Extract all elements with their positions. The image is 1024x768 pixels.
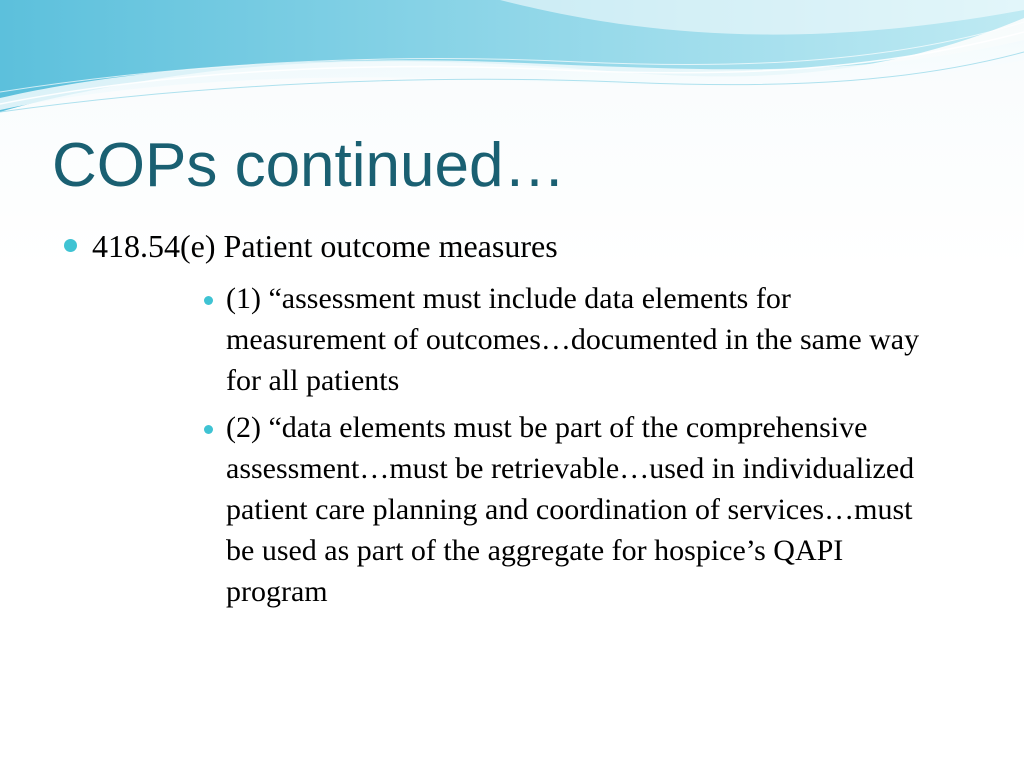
round-bullet-icon: [204, 296, 213, 305]
slide-title: COPs continued…: [52, 131, 566, 200]
round-bullet-icon: [64, 239, 77, 252]
subbullet-item-1: (1) “assessment must include data elements for measurement of outcomes…documented in the same way for all patients: [226, 282, 920, 397]
round-bullet-icon: [204, 425, 213, 434]
subbullet-item-2: (2) “data elements must be part of the comprehensive assessment…must be retrievable…used in individualized patient care planning and coordination of services…must be used as part of the aggregate for hospice’s QAPI program: [226, 411, 915, 608]
bullet-item: 418.54(e) Patient outcome measures: [92, 228, 558, 264]
header-wave-banner: [0, 0, 1024, 125]
